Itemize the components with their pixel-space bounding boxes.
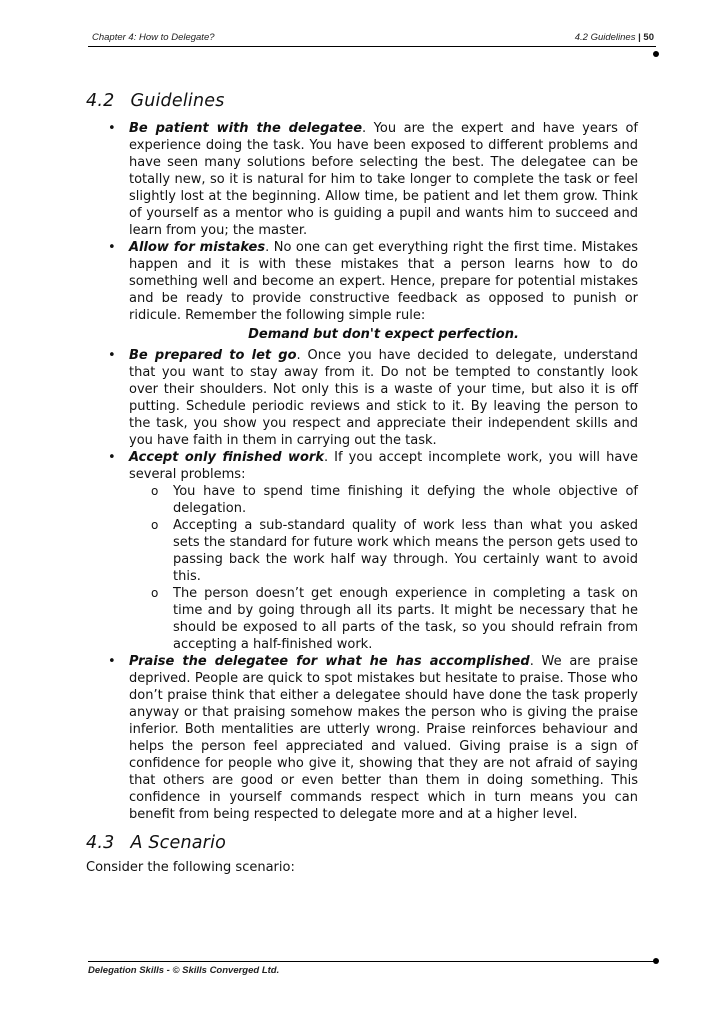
section-heading-scenario	[86, 833, 638, 853]
bullet-text: . No one can get everything right the first time. Mistakes happen and it is with these mistakes that a person learns how to do something well and become an expert. Hence, prepare for potential mistakes and be ready to provide constructive feedback as opposed to punish or ridicule. Remember the following simple rule:	[129, 240, 638, 323]
bullet-lead: Accept only finished work	[129, 450, 324, 465]
section-heading-guidelines	[86, 91, 638, 111]
bullet-lead: Allow for mistakes	[129, 240, 266, 255]
guidelines-list	[86, 120, 638, 823]
scenario-intro: Consider the following scenario:	[86, 860, 295, 875]
bullet-lead: Be prepared to let go	[129, 348, 297, 363]
bullet-lead: Be patient with the delegatee	[129, 121, 363, 136]
section-label: 4.2 Guidelines	[574, 32, 636, 43]
page-number: 50	[643, 32, 654, 43]
section-title: Guidelines	[130, 91, 225, 111]
page-footer: Delegation Skills - © Skills Converged Ltd.	[88, 965, 280, 976]
header-right	[575, 32, 654, 43]
bullet-text: . If you accept incomplete work, you will have several problems:	[129, 450, 638, 482]
bullet-lead: Praise the delegatee for what he has accomplished	[129, 654, 530, 669]
sub-list-item: o You have to spend time finishing it defying the whole objective of delegation.	[129, 483, 638, 517]
list-item	[86, 120, 638, 239]
section-number: 4.3	[86, 833, 115, 853]
sub-list-item: o Accepting a sub-standard quality of work less than what you asked sets the standard for future work which means the person gets used to passing back the work half way through. You certainly want to avoid this.	[129, 517, 638, 585]
sub-list	[129, 483, 638, 653]
list-item	[86, 449, 638, 653]
sub-list-item: o The person doesn’t get enough experience in completing a task on time and by going through all its parts. It might be necessary that he should be exposed to all parts of the task, so you should refrain from accepting a half-finished work.	[129, 585, 638, 653]
section-title: A Scenario	[130, 833, 227, 853]
header-rule	[88, 46, 656, 47]
page-content	[86, 91, 638, 876]
header-separator: |	[638, 32, 641, 43]
footer-rule-dot	[653, 958, 659, 964]
list-item	[86, 653, 638, 823]
bullet-text: . We are praise deprived. People are quick to spot mistakes but hesitate to praise. Those who don’t praise think that either a delegatee should have done the task properly anyway or that praising somehow makes the person who is giving the praise inferior. Both mentalities are utterly wrong. Praise reinforces behaviour and helps the person feel appreciated and valued. Giving praise is a sign of confidence for people who give it, showing that they are not afraid of saying that others are good or even better than them in doing something. This confidence in yourself commands respect which in turn means you can benefit from being respected to delegate more and at a higher level.	[129, 654, 638, 822]
header-rule-dot	[653, 51, 659, 57]
chapter-title: Chapter 4: How to Delegate?	[92, 32, 215, 43]
bullet-text: . Once you have decided to delegate, understand that you want to stay away from it. Do not be tempted to constantly look over their shoulders. Not only this is a waste of your time, but also it is off putting. Schedule periodic reviews and stick to it. By leaving the person to the task, you show you respect and appreciate their independent skills and you have faith in them in carrying out the task.	[129, 348, 638, 448]
list-item	[86, 239, 638, 343]
rule-quote: Demand but don't expect perfection.	[248, 327, 519, 342]
list-item	[86, 347, 638, 449]
bullet-text: . You are the expert and have years of experience doing the task. You have been exposed to different problems and have seen many solutions before selecting the best. The delegatee can be totally new, so it is natural for him to take longer to complete the task or feel slightly lost at the beginning. Allow time, be patient and let them grow. Think of yourself as a mentor who is guiding a pupil and wants him to succeed and learn from you; the master.	[129, 121, 638, 238]
footer-rule	[88, 961, 656, 962]
section-number: 4.2	[86, 91, 115, 111]
